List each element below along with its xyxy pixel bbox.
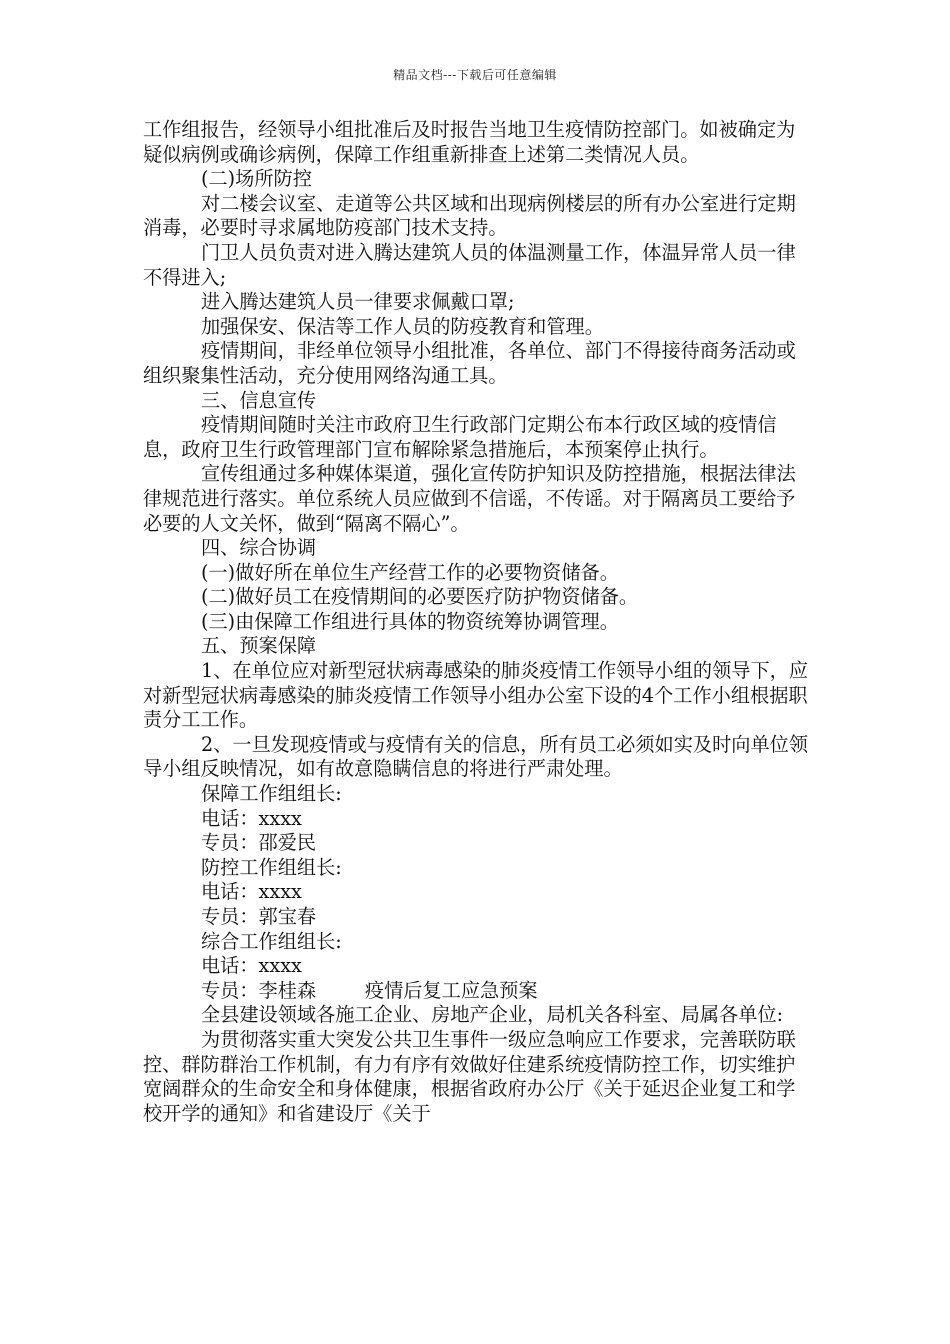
paragraph: 为贯彻落实重大突发公共卫生事件一级应急响应工作要求，完善联防联控、群防群治工作机制，有力有序有效做好住建系统疫情防控工作，切实维护宽阔群众的生命安全和身体健康，根据省政府办公厅《关于延迟企业复工和学校开学的通知》和省建设厅《关于 bbox=[143, 1027, 796, 1125]
paragraph: 对二楼会议室、走道等公共区域和出现病例楼层的所有办公室进行定期消毒，必要时寻求属地防疫部门技术支持。 bbox=[143, 191, 796, 240]
contact-line: 电话：xxxx bbox=[201, 806, 302, 830]
paragraph: 疫情期间随时关注市政府卫生行政部门定期公布本行政区域的疫情信息，政府卫生行政管理部门宣布解除紧急措施后，本预案停止执行。 bbox=[143, 413, 777, 461]
paragraph: 加强保安、保洁等工作人员的防疫教育和管理。 bbox=[201, 314, 604, 338]
contact-line: 电话：xxxx bbox=[201, 880, 302, 904]
document-body bbox=[143, 118, 813, 1126]
paragraph: 全县建设领域各施工企业、房地产企业，局机关各科室、局属各单位: bbox=[201, 1003, 784, 1027]
contact-line: 专员：李桂森 疫情后复工应急预案 bbox=[201, 978, 538, 1002]
paragraph: 进入腾达建筑人员一律要求佩戴口罩; bbox=[201, 290, 515, 314]
contact-line: 综合工作组组长: bbox=[201, 929, 342, 953]
section-heading: 五、预案保障 bbox=[201, 634, 317, 658]
contact-line: 专员：邵爱民 bbox=[201, 831, 317, 855]
section-heading: 四、综合协调 bbox=[201, 536, 317, 560]
section-heading: (二)场所防控 bbox=[201, 167, 312, 191]
paragraph: (一)做好所在单位生产经营工作的必要物资储备。 bbox=[201, 560, 619, 584]
section-heading: 三、信息宣传 bbox=[201, 388, 317, 412]
paragraph: (二)做好员工在疫情期间的必要医疗防护物资储备。 bbox=[201, 585, 639, 609]
paragraph: 2、一旦发现疫情或与疫情有关的信息，所有员工必须如实及时向单位领导小组反映情况，如有故意隐瞒信息的将进行严肃处理。 bbox=[143, 732, 809, 781]
paragraph: 工作组报告，经领导小组批准后及时报告当地卫生疫情防控部门。如被确定为疑似病例或确诊病例，保障工作组重新排查上述第二类情况人员。 bbox=[143, 118, 796, 166]
page-header: 精品文档---下载后可任意编辑 bbox=[393, 68, 557, 82]
paragraph: 门卫人员负责对进入腾达建筑人员的体温测量工作，体温异常人员一律不得进入; bbox=[143, 240, 796, 289]
paragraph: (三)由保障工作组进行具体的物资统筹协调管理。 bbox=[201, 609, 619, 633]
contact-line: 电话：xxxx bbox=[201, 954, 302, 978]
paragraph: 1、在单位应对新型冠状病毒感染的肺炎疫情工作领导小组的领导下，应对新型冠状病毒感染的肺炎疫情工作领导小组办公室下设的4个工作小组根据职责分工工作。 bbox=[143, 659, 809, 732]
paragraph: 疫情期间，非经单位领导小组批准，各单位、部门不得接待商务活动或组织聚集性活动，充分使用网络沟通工具。 bbox=[143, 339, 796, 387]
contact-line: 防控工作组组长: bbox=[201, 855, 342, 879]
contact-line: 专员：郭宝春 bbox=[201, 905, 317, 928]
paragraph: 宣传组通过多种媒体渠道，强化宣传防护知识及防控措施，根据法律法律规范进行落实。单位系统人员应做到不信谣，不传谣。对于隔离员工要给予必要的人文关怀，做到“隔离不隔心”。 bbox=[143, 462, 796, 535]
contact-line: 保障工作组组长: bbox=[201, 782, 342, 806]
